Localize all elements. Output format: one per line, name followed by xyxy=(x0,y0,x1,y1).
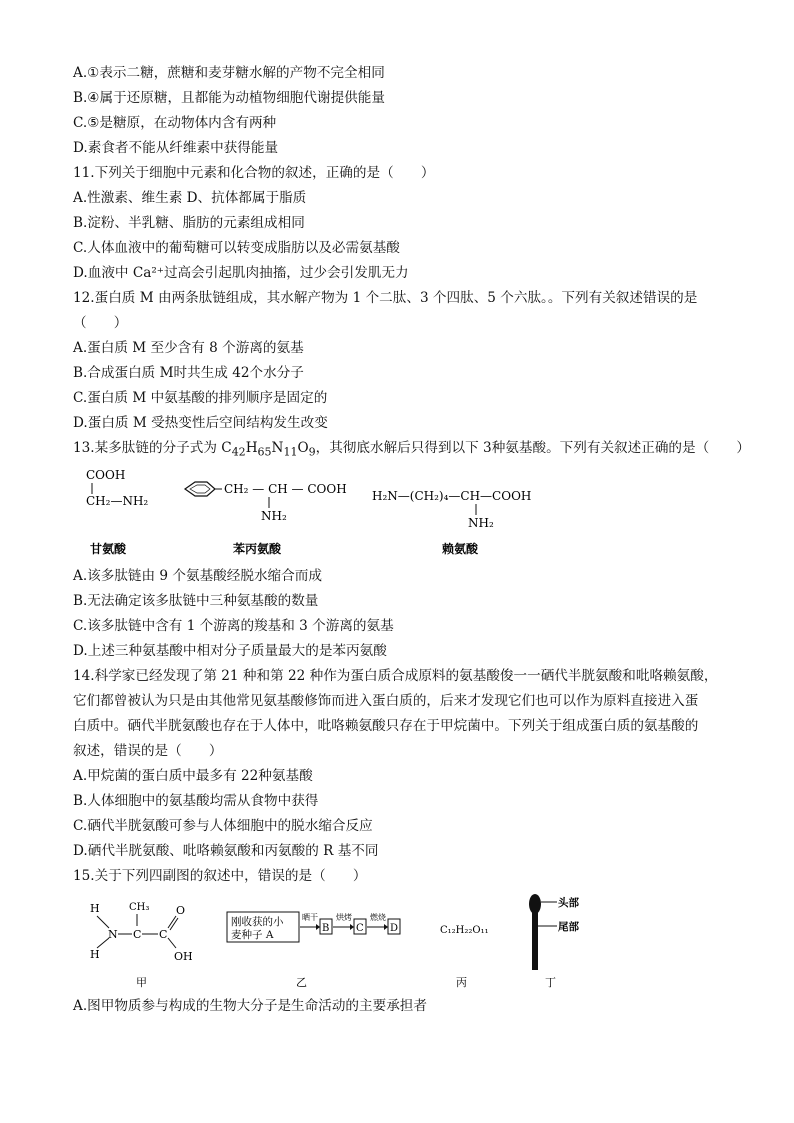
q13-option-c: C.该多肽链中含有 1 个游离的羧基和 3 个游离的氨基 xyxy=(73,618,394,634)
q10-option-a: A.①表示二糖，蔗糖和麦芽糖水解的产物不完全相同 xyxy=(73,65,385,81)
q14-stem-line1: 14.科学家已经发现了第 21 种和第 22 种作为蛋白质合成原料的氨基酸俊一一硒代半胱氨酸和吡咯赖氨酸， xyxy=(73,668,718,684)
q10-option-b: B.④属于还原糖，且都能为动植物细胞代谢提供能量 xyxy=(73,90,385,106)
q12-option-d: D.蛋白质 M 受热变性后空间结构发生改变 xyxy=(73,415,328,431)
q14-option-b: B.人体细胞中的氨基酸均需从食物中获得 xyxy=(73,793,319,809)
q15-option-a: A.图甲物质参与构成的生物大分子是生命活动的主要承担者 xyxy=(73,998,427,1014)
q12-option-a: A.蛋白质 M 至少含有 8 个游离的氨基 xyxy=(73,340,304,356)
q11-option-b: B.淀粉、半乳糖、脂肪的元素组成相同 xyxy=(73,215,305,231)
jia-bond-h1 xyxy=(97,916,109,928)
q13-stem: 13.某多肽链的分子式为 $C_{42}H_{65}N_{11}O_9$，其彻底水解后只得到以下 3种氨基酸。下列有关叙述正确的是（ ） xyxy=(73,440,750,459)
q11-option-d: D.血液中 Ca²⁺过高会引起肌肉抽搐，过少会引发肌无力 xyxy=(73,265,409,281)
phe-nh2: NH₂ xyxy=(261,509,287,523)
bing-label: 丙 xyxy=(456,976,467,989)
q11-option-a: A.性激素、维生素 D、抗体都属于脂质 xyxy=(73,190,307,206)
q14-stem-line3: 白质中。硒代半胱氨酸也存在于人体中，吡咯赖氨酸只存在于甲烷菌中。下列关于组成蛋白质的氨基酸的 xyxy=(73,718,699,734)
yi-box-a-line2: 麦种子 A xyxy=(231,929,274,941)
phospholipid-tail-icon xyxy=(532,912,538,970)
yi-box-a-line1: 刚收获的小 xyxy=(231,916,284,928)
yi-c: C xyxy=(356,923,364,934)
q14-option-d: D.硒代半胱氨酸、吡咯赖氨酸和丙氨酸的 R 基不同 xyxy=(73,843,379,859)
q14-option-a: A.甲烷菌的蛋白质中最多有 22种氨基酸 xyxy=(73,768,313,784)
jia-c-alpha: C xyxy=(133,928,142,941)
jia-h-bottom: H xyxy=(90,948,100,961)
yi-b: B xyxy=(322,923,330,934)
phenylalanine-label: 苯丙氨酸 xyxy=(233,542,282,556)
glycine-cooh: COOH xyxy=(86,468,126,482)
q15-stem: 15.关于下列四副图的叙述中，错误的是（ ） xyxy=(73,868,367,884)
q13-option-a: A.该多肽链由 9 个氨基酸经脱水缩合而成 xyxy=(73,568,322,584)
q14-stem-line4: 叙述，错误的是（ ） xyxy=(73,743,223,759)
amino-acid-structures-svg xyxy=(70,463,710,563)
phe-chain: CH₂ — CH — COOH xyxy=(224,482,347,496)
lys-nh2: NH₂ xyxy=(468,516,494,530)
ding-head-label: 头部 xyxy=(558,897,579,909)
phospholipid-head-icon xyxy=(529,894,541,914)
q12-option-c: C.蛋白质 M 中氨基酸的排列顺序是固定的 xyxy=(73,390,328,406)
jia-ch3: CH₃ xyxy=(129,902,150,913)
jia-o: O xyxy=(176,904,186,917)
four-figures-svg xyxy=(80,890,600,990)
q12-stem-bracket: （ ） xyxy=(73,315,128,331)
q12-stem: 12.蛋白质 M 由两条肽链组成，其水解产物为 1 个二肽、3 个四肽、5 个六肽。。下列有关叙述错误的是 xyxy=(73,290,698,306)
q11-option-c: C.人体血液中的葡萄糖可以转变成脂肪以及必需氨基酸 xyxy=(73,240,400,256)
jia-oh: OH xyxy=(174,950,193,963)
lys-chain: H₂N—(CH₂)₄—CH—COOH xyxy=(372,489,532,503)
jia-label: 甲 xyxy=(136,976,147,989)
lysine-label: 赖氨酸 xyxy=(442,542,479,556)
yi-step2: 烘烤 xyxy=(336,913,352,922)
glycine-ch2-nh2: CH₂—NH₂ xyxy=(86,494,149,508)
yi-step3: 燃烧 xyxy=(370,913,386,922)
benzene-ring-inner-icon xyxy=(190,485,210,493)
yi-arrowhead-2 xyxy=(350,924,354,930)
jia-bond-oh xyxy=(168,938,176,948)
q14-stem-line2: 它们都曾被认为只是由其他常见氨基酸修饰而进入蛋白质的，后来才发现它们也可以作为原料直接进入蛋 xyxy=(73,693,699,709)
ding-tail-label: 尾部 xyxy=(558,921,579,933)
q12-option-b: B.合成蛋白质 M时共生成 42个水分子 xyxy=(73,365,304,381)
yi-arrowhead-3 xyxy=(384,924,388,930)
q11-stem: 11.下列关于细胞中元素和化合物的叙述，正确的是（ ） xyxy=(73,165,435,181)
four-figures-panel xyxy=(80,890,600,990)
jia-c-carboxyl: C xyxy=(159,928,168,941)
bing-formula: C₁₂H₂₂O₁₁ xyxy=(440,925,489,936)
amino-acid-structures-figure xyxy=(70,463,710,563)
yi-label: 乙 xyxy=(296,976,307,989)
yi-arrowhead-1 xyxy=(316,924,320,930)
q13-option-d: D.上述三种氨基酸中相对分子质量最大的是苯丙氨酸 xyxy=(73,643,387,659)
jia-n: N xyxy=(108,928,118,941)
yi-step1: 晒干 xyxy=(302,913,318,922)
glycine-label: 甘氨酸 xyxy=(90,542,127,556)
q10-option-c: C.⑤是糖原，在动物体内含有两种 xyxy=(73,115,277,131)
jia-h-top: H xyxy=(90,902,100,915)
q13-option-b: B.无法确定该多肽链中三种氨基酸的数量 xyxy=(73,593,319,609)
q10-option-d: D.素食者不能从纤维素中获得能量 xyxy=(73,140,279,156)
q14-option-c: C.硒代半胱氨酸可参与人体细胞中的脱水缩合反应 xyxy=(73,818,373,834)
yi-d: D xyxy=(390,923,399,934)
ding-label: 丁 xyxy=(545,976,556,989)
